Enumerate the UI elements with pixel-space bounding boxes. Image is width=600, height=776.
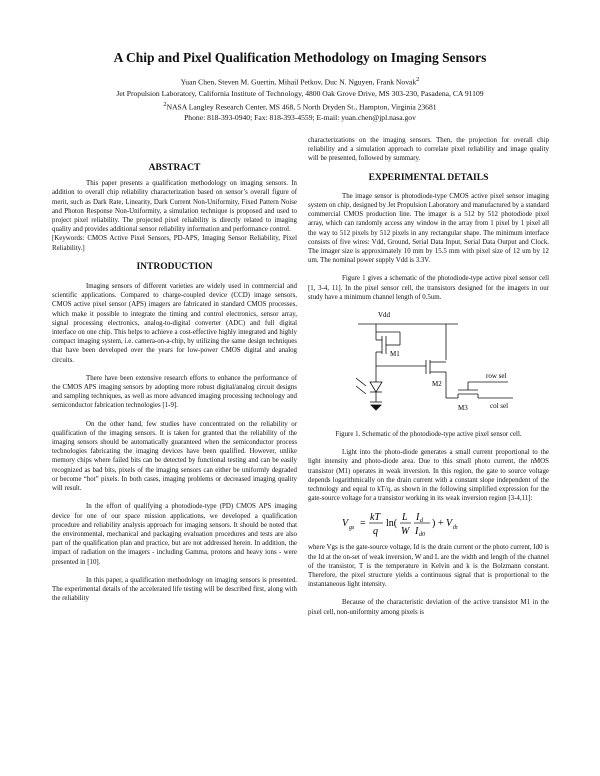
eq-lhs-sub: gs bbox=[349, 525, 355, 532]
eq-lhs: V bbox=[342, 518, 349, 530]
experimental-paragraph-4: where Vgs is the gate-source voltage, Id is the drain current or the photo current, Id0 is the Id at the on-set of weak inversion, W and L are the width and length of the channel of the transistor, T is the temperature in Kelvin and k is the Bolzmann constant. Therefore, the pixel structure yields a continuous signal that is proportional to the instantaneous light intensity. bbox=[308, 544, 549, 589]
author-names-text: Yuan Chen, Steven M. Guertin, Mihail Petkov, Duc N. Nguyen, Frank Novak bbox=[180, 77, 417, 87]
equation-svg bbox=[308, 503, 549, 543]
label-row-sel: row sel bbox=[486, 372, 507, 381]
eq-equals: = bbox=[360, 518, 366, 530]
eq-Id: I bbox=[416, 512, 420, 524]
experimental-paragraph-1: The image sensor is photodiode-type CMOS active pixel sensor imaging system on chip, designed by Jet Propulsion Laboratory and manufactured by a standard commercial CMOS production line. The imager is a 512 by 512 photodiode pixel array, which can randomly access any window in the array from 1 pixel by 1 pixel all the way to 512 pixels by 512 pixels in any rectangular shape. The minimum interface consists of five wires: Vdd, Ground, Serial Data Input, Serial Data Output and Clock. The imager size is approximately 10 mm by 15.5 mm with pixel size of 12 um by 12 um. The nominal power supply Vdd is 3.3V. bbox=[308, 192, 549, 265]
affiliation-nasa bbox=[0, 99, 600, 113]
affiliation-jpl: Jet Propulsion Laboratory, California Institute of Technology, 4800 Oak Grove Drive, MS 303-230, Pasadena, CA 91109 bbox=[116, 88, 484, 98]
eq-Id0-sub: d0 bbox=[419, 532, 425, 539]
eq-vth: V bbox=[446, 518, 453, 530]
affiliation-nasa-text: NASA Langley Research Center, MS 468, 5 North Dryden St., Hampton, Virginia 23681 bbox=[166, 102, 437, 112]
equation-vgs bbox=[308, 503, 549, 543]
abstract-keywords: [Keywords: CMOS Active Pixel Sensors, PD-APS, Imaging Sensor Reliability, Pixel Reliability.] bbox=[52, 235, 297, 252]
figure-1-caption: Figure 1. Schematic of the photodiode-type active pixel sensor cell. bbox=[335, 431, 522, 439]
intro-paragraph-5: In this paper, a qualification methodology on imaging sensors is presented. The experimental details of the accelerated life testing will be described first, along with the reliability bbox=[52, 576, 297, 603]
author-names bbox=[0, 74, 600, 88]
label-m2: M2 bbox=[432, 380, 442, 389]
left-column bbox=[52, 164, 297, 603]
pixel-cell-schematic bbox=[308, 302, 549, 430]
author-sup: 2 bbox=[416, 76, 420, 83]
intro-continuation: characterizations on the imaging sensors. Then, the projection for overall chip reliability and a simulation approach to correlate pixel reliability and image quality will be presented, followed by summary. bbox=[308, 137, 549, 163]
intro-paragraph-4: In the effort of qualifying a photodiode-type (PD) CMOS APS imaging device for one of our space mission applications, we developed a qualification procedure and reliability analysis approach for imaging sensors. It should be noted that the environmental, mechanical and packaging evaluation procedures and tests are also part of the qualification plan and practice, but are not addressed herein. In addition, the impact of radiation on the imagers - including Gamma, protons and heavy ions - were presented in [10]. bbox=[52, 503, 297, 566]
experimental-paragraph-5: Because of the characteristic deviation of the active transistor M1 in the pixel cell, non-uniformity among pixels is bbox=[308, 599, 549, 616]
contact-info: Phone: 818-393-0940; Fax: 818-393-4559; E-mail: yuan.chen@jpl.nasa.gov bbox=[184, 113, 416, 123]
eq-vth-sub: th bbox=[453, 525, 458, 532]
abstract-heading: ABSTRACT bbox=[148, 163, 201, 173]
introduction-heading: INTRODUCTION bbox=[136, 261, 213, 272]
label-m1: M1 bbox=[390, 350, 400, 359]
eq-close: ) bbox=[432, 518, 436, 530]
intro-paragraph-2: There have been extensive research efforts to enhance the performance of the CMOS APS imaging sensors by adopting more robust digital/analog circuit designs and sampling techniques, as well as more advanced imaging processing technology and semiconductor fabrication technologies [1-9]. bbox=[52, 374, 297, 410]
photodiode-symbol bbox=[370, 382, 382, 392]
eq-plus: + bbox=[438, 518, 444, 530]
experimental-paragraph-3: Light into the photo-diode generates a small current proportional to the light intensity and photo-diode area. Due to this small photo current, the nMOS transistor (M1) operates in weak inversion. In this region, the gate to source voltage depends logarithmically on the drain current with a constant slope independent of the technology and equal to kT/q, as shown in the following simplified expression for the gate-source voltage for a transistor working in its weak inversion region [3-4,11]: bbox=[308, 449, 549, 503]
intro-paragraph-1: Imaging sensors of different varieties are widely used in commercial and scientific applications. Compared to charge-coupled device (CCD) image sensors, CMOS active pixel sensor (APS) imagers are fabricated in standard CMOS processes, which make it possible to integrate the timing and control electronics, sensor array, signal processing electronics, analog-to-digital converter (ADC) and full digital interface on one chip. This helps to achieve a cost-effective highly integrated and highly compact imaging system, i.e. camera-on-a-chip, by utilizing the same design techniques that have been developed over the years for low-power CMOS digital and analog circuits. bbox=[52, 283, 297, 364]
eq-ln: ln( bbox=[386, 518, 398, 530]
eq-W: W bbox=[401, 526, 410, 538]
right-column bbox=[308, 136, 549, 617]
affiliation-sup: 2 bbox=[163, 100, 167, 108]
paper-title: A Chip and Pixel Qualification Methodology on Imaging Sensors bbox=[113, 50, 487, 65]
figure-1-schematic bbox=[308, 302, 549, 430]
eq-Id-sub: d bbox=[420, 518, 423, 525]
abstract-body: This paper presents a qualification methodology on imaging sensors. In addition to overall chip reliability characterization based on sensor’s overall figure of merit, such as Dark Rate, Linearity, Dark Current Non-Uniformity, Fixed Pattern Noise and Photon Response Non-Uniformity, a simulation technique is proposed and used to project pixel reliability. The projected pixel reliability is directly related to imaging quality and provides additional sensor reliability information and performance control. bbox=[52, 180, 297, 234]
eq-Id0: I bbox=[415, 526, 419, 538]
intro-paragraph-3: On the other hand, few studies have concentrated on the reliability or qualification of the imaging sensors. It is taken for granted that the reliability of the imaging sensors should be automatically guaranteed when the semiconductor process technologies fabricating the imaging devices have been qualified. However, unlike memory chips where failed bits can be detected by functional testing and can be easily recognized as bad bits, pixels of the imaging sensors can either be uniformly degraded or become “hot” pixels. In both cases, imaging problems or decreased imaging quality will result. bbox=[52, 420, 297, 493]
experimental-paragraph-2: Figure 1 gives a schematic of the photodiode-type active pixel sensor cell [1, 3-4, 11]. In the pixel sensor cell, the transistors designed for the imagers in our study have a minimum channel length of 0.5um. bbox=[308, 275, 549, 301]
eq-L: L bbox=[402, 512, 408, 524]
author-block bbox=[0, 74, 600, 123]
label-m3: M3 bbox=[458, 404, 468, 413]
eq-q: q bbox=[373, 526, 378, 538]
experimental-heading: EXPERIMENTAL DETAILS bbox=[368, 172, 489, 183]
label-vdd: Vdd bbox=[378, 311, 391, 320]
label-col-sel: col sel bbox=[490, 402, 509, 411]
eq-kt: kT bbox=[370, 512, 380, 524]
